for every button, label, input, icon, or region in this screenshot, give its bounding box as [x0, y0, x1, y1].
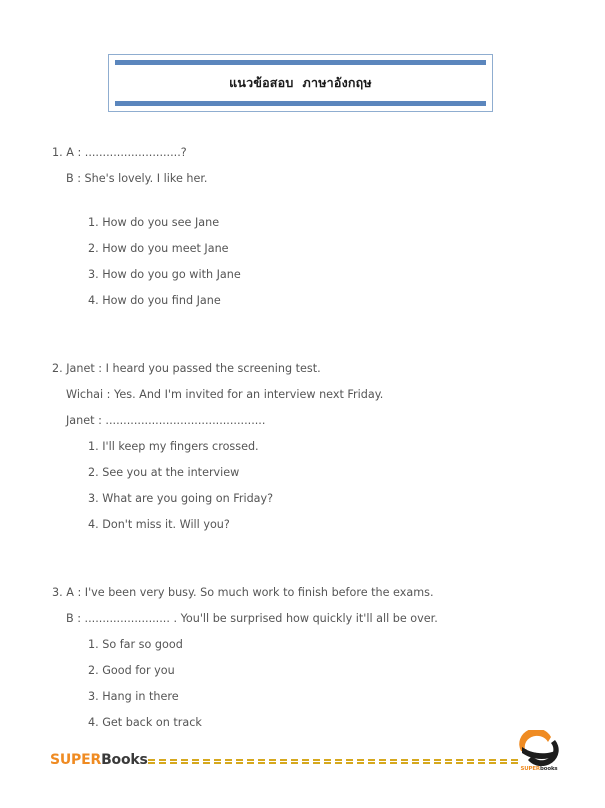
answer-option[interactable]: 1. I'll keep my fingers crossed. [88, 440, 259, 453]
answer-option[interactable]: 3. Hang in there [88, 690, 179, 703]
footer-brand [50, 752, 148, 768]
question-stem: 1. A : ...........................? [52, 146, 187, 159]
logo-wordmark-super: SUPER [520, 766, 540, 772]
question-reply: B : She's lovely. I like her. [66, 172, 208, 185]
question-block [0, 140, 605, 314]
title-text-wrap [109, 65, 492, 101]
footer-dashed-rule [148, 759, 518, 764]
question-blank-line: Janet : ............................................. [66, 414, 266, 427]
question-blank-line: B : ........................ . You'll be surprised how quickly it'll all be over. [66, 612, 438, 625]
globe-swoosh-icon [515, 730, 563, 766]
title-rule-bottom [115, 101, 486, 106]
logo-wordmark [515, 766, 563, 772]
answer-option[interactable]: 1. How do you see Jane [88, 216, 220, 229]
answer-option[interactable]: 1. So far so good [88, 638, 183, 651]
answer-option[interactable]: 4. Get back on track [88, 716, 202, 729]
logo-wordmark-books: books [539, 766, 558, 772]
brand-super-text: SUPER [50, 752, 102, 768]
superbooks-logo [515, 730, 563, 772]
answer-option[interactable]: 4. Don't miss it. Will you? [88, 518, 230, 531]
question-block [0, 580, 605, 736]
question-block [0, 356, 605, 538]
page-footer [0, 718, 605, 778]
spacer [0, 334, 605, 356]
answer-option[interactable]: 4. How do you find Jane [88, 294, 221, 307]
page-title: แนวข้อสอบ ภาษาอังกฤษ [229, 75, 372, 90]
answer-option[interactable]: 3. How do you go with Jane [88, 268, 241, 281]
answer-option[interactable]: 2. How do you meet Jane [88, 242, 229, 255]
answer-option[interactable]: 3. What are you going on Friday? [88, 492, 274, 505]
spacer [0, 558, 605, 580]
brand-books-text: Books [101, 752, 148, 768]
question-stem: 3. A : I've been very busy. So much work to finish before the exams. [52, 586, 434, 599]
document-title-box [108, 54, 493, 112]
spacer [0, 192, 605, 210]
dashed-line-lower [148, 762, 518, 764]
exam-question-sheet [0, 140, 605, 756]
answer-option[interactable]: 2. See you at the interview [88, 466, 240, 479]
question-reply: Wichai : Yes. And I'm invited for an interview next Friday. [66, 388, 384, 401]
question-stem: 2. Janet : I heard you passed the screening test. [52, 362, 321, 375]
answer-option[interactable]: 2. Good for you [88, 664, 175, 677]
